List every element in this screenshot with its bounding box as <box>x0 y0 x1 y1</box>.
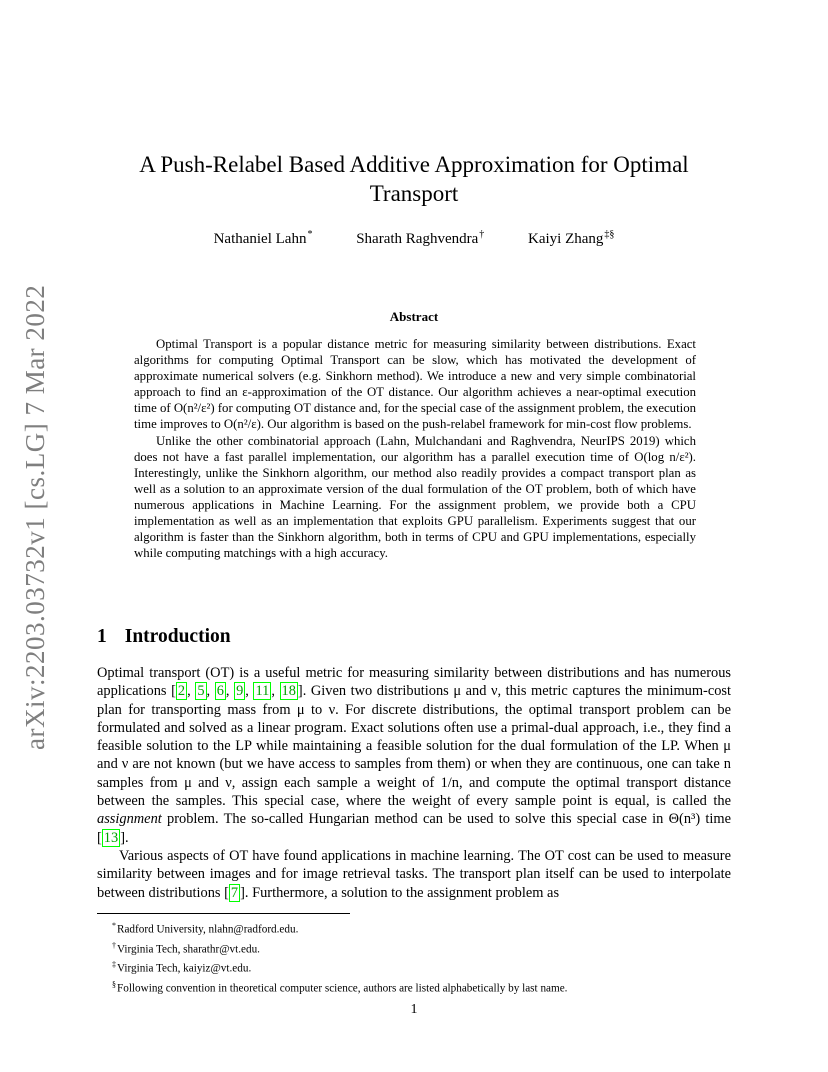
author-list <box>110 229 718 248</box>
footnote <box>112 938 732 958</box>
footnote-mark: § <box>112 980 116 990</box>
footnote <box>112 957 732 977</box>
footnote <box>112 918 732 938</box>
abstract-heading: Abstract <box>389 309 439 324</box>
citation-link[interactable]: 6 <box>216 683 224 700</box>
author-name: Kaiyi Zhang <box>528 231 604 247</box>
citation-link[interactable]: 7 <box>230 884 239 901</box>
footnote-mark: † <box>112 940 116 950</box>
citation-link[interactable]: 11 <box>255 683 270 700</box>
author-footnote-mark[interactable]: † <box>479 229 485 240</box>
author-name: Sharath Raghvendra <box>356 231 479 247</box>
text-run: ]. <box>120 829 129 846</box>
abstract-paragraph: Optimal Transport is a popular distance metric for measuring similarity between distributions. Exact algorithms for computing Optimal Transport can be slow, which has motivated the development of approximate numerical solvers (e.g. Sinkhorn method). We introduce a new and very simple combinatorial approach to find an ε-approximation of the OT distance. Our algorithm achieves a near-optimal execution time of O(n²/ε²) for computing OT distance and, for the special case of the assignment problem, the execution time improves to O(n²/ε). Our algorithm is based on the push-relabel framework for min-cost flow problems. <box>134 337 696 432</box>
author-footnote-mark[interactable]: * <box>307 229 313 240</box>
footnote-mark: * <box>112 921 116 930</box>
emphasis: assignment <box>97 811 162 828</box>
section-heading <box>97 626 231 648</box>
text-run: Various aspects of OT have found applications in machine learning. The OT cost can be used to measure similarity between images and for image retrieval tasks. The transport plan itself can be used to interpolate between distributions [ <box>97 847 731 901</box>
author <box>356 229 484 248</box>
section-title: Introduction <box>124 626 231 647</box>
author <box>214 229 313 248</box>
footnote-text: Virginia Tech, sharathr@vt.edu. <box>117 943 260 956</box>
text-run: ]. Given two distributions μ and ν, this metric captures the minimum-cost plan for transporting mass from μ to ν. For discrete distributions, the optimal transport problem can be formulated and solved as a linear program. Exact solutions often use a primal-dual approach, i.e., they find a feasible solution to the LP while maintaining a feasible solution for the dual formulation of the LP. When μ and ν are not known (but we have access to samples from them) or when they are continuous, one can take n samples from μ and ν, assign each sample a weight of 1/n, and compute the optimal transport distance between the samples. This special case, where the weight of every sample point is equal, is called the <box>97 683 732 810</box>
author-name: Nathaniel Lahn <box>213 231 307 247</box>
paper-title: A Push-Relabel Based Additive Approximation for Optimal Transport <box>139 152 689 206</box>
citation-link[interactable]: 18 <box>281 683 296 700</box>
text-run: problem. The so-called Hungarian method can be used to solve this special case in Θ(n³) time [ <box>97 811 731 846</box>
body-paragraph: Optimal transport (OT) is a useful metric for measuring similarity between distributions and has numerous applications [ 2 , 5 , 6 , 9 , 11 , 18 ]. Given two distributions μ and ν, this metric captures the minimum-cost plan for transporting mass from μ to ν. For discrete distributions, the optimal transport problem can be formulated and solved as a linear program. Exact solutions often use a primal-dual approach, i.e., they find a feasible solution to the LP while maintaining a feasible solution for the dual formulation of the LP. When μ and ν are not known (but we have access to samples from them) or when they are continuous, one can take n samples from μ and ν, assign each sample a weight of 1/n, and compute the optimal transport distance between the samples. This special case, where the weight of every sample point is equal, is called the assignment problem. The so-called Hungarian method can be used to solve this special case in Θ(n³) time [ 13 ]. <box>97 665 732 846</box>
author <box>528 229 614 248</box>
citation-link[interactable]: 5 <box>197 683 205 700</box>
abstract <box>134 336 696 561</box>
citation-link[interactable]: 2 <box>177 683 186 700</box>
footnote <box>112 977 732 997</box>
footnote-text: Virginia Tech, kaiyiz@vt.edu. <box>117 963 252 976</box>
citation-link[interactable]: 13 <box>103 829 119 846</box>
citation-link[interactable]: 9 <box>236 683 244 700</box>
footnote-mark: ‡ <box>112 960 116 970</box>
footnote-text: Following convention in theoretical computer science, authors are listed alphabetically by last name. <box>117 982 568 995</box>
author-footnote-mark[interactable]: ‡§ <box>604 229 615 240</box>
body-paragraph <box>97 847 731 902</box>
footnotes <box>112 918 732 997</box>
introduction-body <box>97 664 731 902</box>
text-run: Optimal transport (OT) is a useful metric for measuring similarity between distributions and has numerous applications [ <box>97 665 731 700</box>
footnote-text: Radford University, nlahn@radford.edu. <box>117 923 299 936</box>
page-number: 1 <box>410 1002 418 1017</box>
arxiv-identifier: arXiv:2203.03732v1 [cs.LG] 7 Mar 2022 <box>20 284 50 750</box>
section-number: 1 <box>97 626 107 647</box>
text-run: ]. Furthermore, a solution to the assignment problem as <box>240 884 560 901</box>
footnote-divider <box>97 913 350 914</box>
abstract-paragraph: Unlike the other combinatorial approach (Lahn, Mulchandani and Raghvendra, NeurIPS 2019) which does not have a fast parallel implementation, our algorithm has a parallel execution time of O(log n/ε²). Interestingly, unlike the Sinkhorn algorithm, our method also readily provides a compact transport plan as well as a solution to an approximate version of the dual formulation of the OT problem, both of which have numerous applications in Machine Learning. For the assignment problem, we provide both a CPU implementation as well as an implementation that exploits GPU parallelism. Experiments suggest that our algorithm is faster than the Sinkhorn algorithm, both in terms of CPU and GPU implementations, especially while computing matchings with a high accuracy. <box>134 433 696 561</box>
